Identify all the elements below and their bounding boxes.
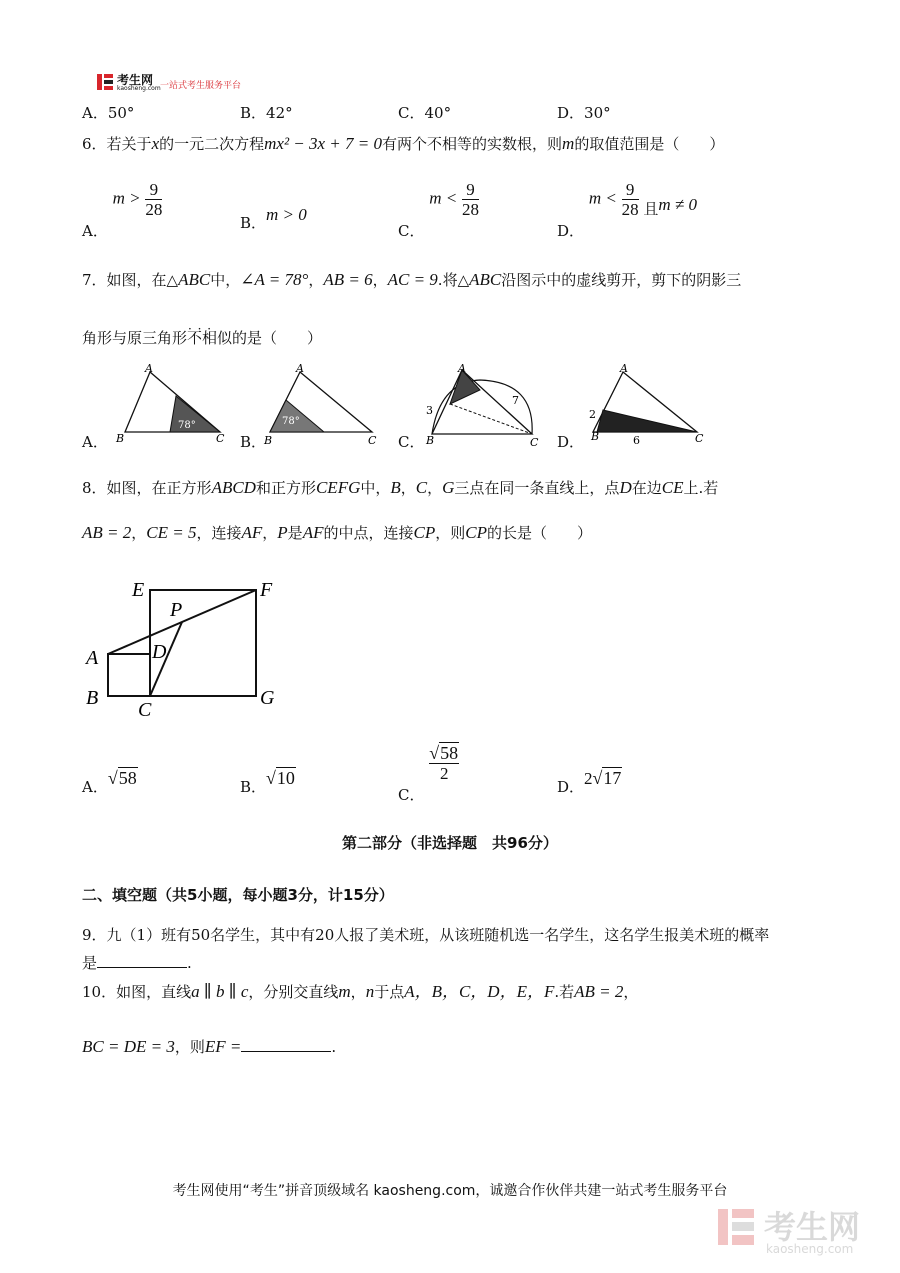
q9-blank[interactable] bbox=[97, 952, 187, 968]
q8-option-a: A．√58 bbox=[82, 768, 137, 796]
svg-text:A: A bbox=[86, 647, 99, 669]
svg-text:B: B bbox=[116, 432, 125, 445]
logo-icon bbox=[95, 72, 115, 92]
svg-text:A: A bbox=[296, 362, 304, 375]
q9-line2: 是 . bbox=[82, 954, 192, 972]
q6-option-b: B．m > 0 bbox=[240, 205, 307, 232]
svg-text:C: C bbox=[368, 434, 377, 447]
q7-option-d-label: D． bbox=[557, 433, 585, 451]
q7-line2: 角形与原三角形· · · 不相似的是（ ） bbox=[82, 328, 322, 348]
q7-figure-a bbox=[110, 360, 230, 450]
svg-text:E: E bbox=[132, 579, 145, 601]
q6-option-a: A． m > $\frac{9}{28}$ bbox=[82, 180, 163, 240]
svg-text:B: B bbox=[426, 434, 435, 447]
svg-text:P: P bbox=[170, 599, 183, 621]
footer-text: 考生网使用“考生”拼音顶级域名 kaosheng.com，诚邀合作伙伴共建一站式考生服务平台 bbox=[172, 1183, 728, 1199]
question-6: 6．若关于x的一元二次方程mx² − 3x + 7 = 0有两个不相等的实数根，则m的取值范围是（ ） bbox=[82, 134, 725, 153]
svg-text:6: 6 bbox=[633, 434, 640, 447]
svg-text:C: C bbox=[695, 432, 704, 445]
q7-figure-c bbox=[420, 362, 550, 452]
svg-text:B: B bbox=[86, 687, 99, 709]
svg-text:7: 7 bbox=[512, 394, 519, 407]
q7-figure-d bbox=[585, 360, 710, 450]
watermark bbox=[716, 1205, 760, 1253]
q8-option-c: C． $\frac{√58}{2}$ bbox=[398, 743, 459, 804]
q8-option-b: B．√10 bbox=[240, 768, 295, 796]
svg-text:A: A bbox=[145, 362, 153, 375]
q8-option-d: D．2√17 bbox=[557, 768, 622, 796]
question-10: 10．如图，直线a ∥ b ∥ c，分别交直线m，n于点A，B，C，D，E，F.若AB = 2， bbox=[82, 982, 639, 1001]
q8-figure bbox=[82, 572, 292, 722]
svg-text:D: D bbox=[152, 641, 167, 663]
question-7: 7．如图，在△ABC中，∠A = 78°，AB = 6，AC = 9.将△ABC沿图示中的虚线剪开，剪下的阴影三 bbox=[82, 270, 742, 289]
watermark-url: kaosheng.com bbox=[766, 1242, 854, 1256]
svg-text:B: B bbox=[264, 434, 273, 447]
q10-blank[interactable] bbox=[241, 1036, 331, 1052]
svg-text:C: C bbox=[216, 432, 225, 445]
question-8: 8．如图，在正方形ABCD和正方形CEFG中，B，C，G三点在同一条直线上，点D在边CE上.若 bbox=[82, 478, 719, 497]
q10-line2: BC = DE = 3，则EF = . bbox=[82, 1037, 337, 1056]
q8-line2: AB = 2，CE = 5，连接AF，P是AF的中点，连接CP，则CP的长是（ ） bbox=[82, 523, 592, 542]
header-logo bbox=[95, 72, 115, 96]
q5-option-c: C．40° bbox=[398, 104, 452, 122]
svg-text:2: 2 bbox=[589, 408, 596, 421]
logo-sub: kaosheng.com bbox=[117, 85, 161, 92]
svg-text:A: A bbox=[620, 362, 628, 375]
svg-text:C: C bbox=[138, 699, 152, 721]
q7-option-c-label: C． bbox=[398, 433, 425, 451]
svg-text:78°: 78° bbox=[282, 416, 300, 427]
watermark-text: 考生网 bbox=[764, 1208, 861, 1246]
svg-text:B: B bbox=[591, 430, 600, 443]
svg-text:C: C bbox=[530, 436, 539, 449]
svg-text:78°: 78° bbox=[178, 420, 196, 431]
q5-option-a: A．50° bbox=[82, 104, 135, 122]
part-two-title: 第二部分（非选择题 共96分） bbox=[342, 834, 558, 852]
svg-text:G: G bbox=[260, 687, 275, 709]
logo-text: 考生网 bbox=[117, 73, 154, 87]
svg-text:3: 3 bbox=[426, 404, 433, 417]
watermark-logo-icon bbox=[716, 1205, 760, 1249]
svg-text:F: F bbox=[260, 579, 273, 601]
q7-option-a-label: A． bbox=[82, 433, 108, 451]
svg-text:A: A bbox=[458, 362, 466, 375]
q7-figure-b bbox=[262, 360, 382, 450]
q6-option-d: D． m < $\frac{9}{28}$ 且m ≠ 0 bbox=[557, 180, 697, 240]
section-two-title: 二、填空题（共5小题，每小题3分，计15分） bbox=[82, 886, 394, 904]
q5-option-b: B．42° bbox=[240, 104, 293, 122]
q5-option-d: D．30° bbox=[557, 104, 611, 122]
header-slogan: 一站式考生服务平台 bbox=[160, 81, 242, 91]
q6-option-c: C． m < $\frac{9}{28}$ bbox=[398, 180, 480, 240]
q7-option-b-label: B． bbox=[240, 433, 267, 451]
question-9: 9．九（1）班有50名学生，其中有20人报了美术班，从该班随机选一名学生，这名学生报美术班的概率 bbox=[82, 926, 770, 944]
